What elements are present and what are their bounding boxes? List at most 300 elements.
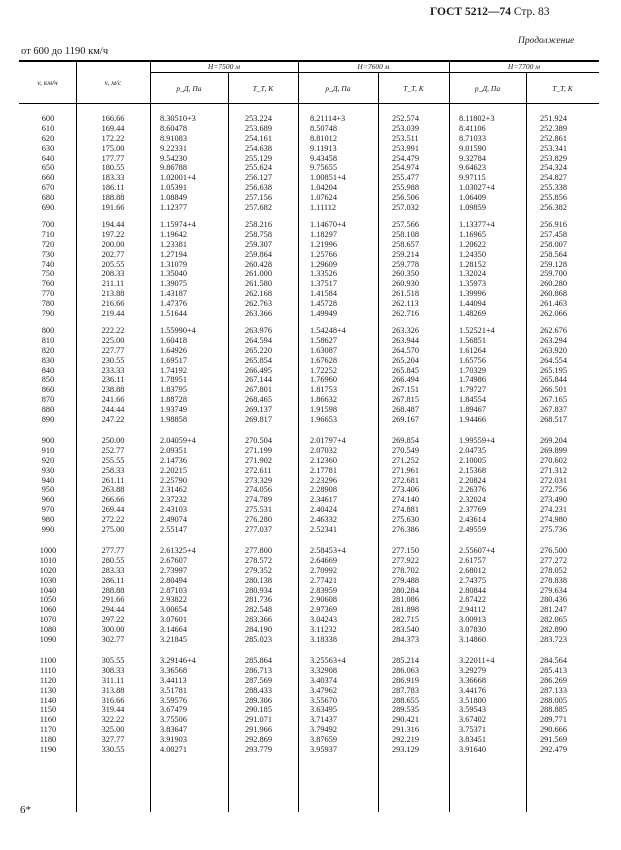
table-cell: 2.15368 bbox=[459, 465, 486, 475]
table-cell: 630 bbox=[41, 143, 55, 153]
table-cell: 255.129 bbox=[245, 153, 272, 163]
column-h1-p bbox=[160, 114, 228, 213]
table-cell: 2.64669 bbox=[310, 555, 337, 565]
table-cell: 1.00851+4 bbox=[310, 173, 346, 183]
table-cell: 3.44113 bbox=[160, 675, 187, 685]
table-cell: 271.902 bbox=[245, 455, 272, 465]
table-cell: 9.54230 bbox=[160, 153, 187, 163]
column-v-ms bbox=[91, 546, 135, 645]
table-cell: 236.11 bbox=[101, 375, 125, 385]
table-cell: 2.23296 bbox=[310, 475, 337, 485]
table-cell: 1.39996 bbox=[459, 289, 486, 299]
table-cell: 1070 bbox=[39, 615, 57, 625]
table-cell: 2.83959 bbox=[310, 585, 337, 595]
table-cell: 3.67402 bbox=[459, 715, 486, 725]
table-cell: 3.04243 bbox=[310, 615, 337, 625]
table-cell: 3.25563+4 bbox=[310, 656, 346, 665]
table-cell: 281.898 bbox=[392, 605, 419, 615]
table-cell: 920 bbox=[41, 455, 55, 465]
table-cell: 260.280 bbox=[540, 279, 567, 289]
table-cell: 284.190 bbox=[245, 625, 272, 635]
table-cell: 265.195 bbox=[540, 365, 567, 375]
table-cell: 2.90608 bbox=[310, 595, 337, 605]
table-cell: 291.071 bbox=[245, 715, 272, 725]
table-cell: 271.961 bbox=[392, 465, 419, 475]
table-cell: 1000 bbox=[39, 546, 57, 555]
table-cell: 230.55 bbox=[101, 355, 125, 365]
table-cell: 290.666 bbox=[540, 725, 567, 735]
table-cell: 270.602 bbox=[540, 455, 567, 465]
table-cell: 1.39075 bbox=[160, 279, 187, 289]
table-cell: 1150 bbox=[39, 705, 57, 715]
table-cell: 1.28152 bbox=[459, 259, 486, 269]
table-cell: 1.25766 bbox=[310, 249, 337, 259]
table-cell: 267.144 bbox=[245, 375, 272, 385]
table-cell: 257.566 bbox=[392, 220, 419, 229]
table-cell: 267.801 bbox=[245, 385, 272, 395]
table-cell: 269.899 bbox=[540, 445, 567, 455]
table-cell: 271.312 bbox=[540, 465, 567, 475]
table-cell: 610 bbox=[41, 123, 55, 133]
table-cell: 280.436 bbox=[540, 595, 567, 605]
table-cell: 281.736 bbox=[245, 595, 272, 605]
table-cell: 258.007 bbox=[540, 239, 567, 249]
column-v-kmh bbox=[31, 546, 65, 645]
table-cell: 2.52341 bbox=[310, 525, 337, 535]
table-cell: 1.31079 bbox=[160, 259, 187, 269]
table-cell: 286.269 bbox=[540, 675, 567, 685]
table-cell: 1.98858 bbox=[160, 415, 187, 425]
table-cell: 1.52521+4 bbox=[459, 326, 495, 335]
column-h1-p bbox=[160, 656, 228, 755]
table-cell: 270.549 bbox=[392, 445, 419, 455]
table-cell: 289.771 bbox=[540, 715, 567, 725]
table-cell: 259.864 bbox=[245, 249, 272, 259]
header-temperature-1: T_Т, К bbox=[252, 84, 274, 93]
col-divider bbox=[228, 72, 229, 812]
table-cell: 268.517 bbox=[540, 415, 567, 425]
table-cell: 274.056 bbox=[245, 485, 272, 495]
table-cell: 264.554 bbox=[540, 355, 567, 365]
table-cell: 261.11 bbox=[101, 475, 125, 485]
column-h2-T bbox=[392, 220, 442, 319]
table-cell: 277.77 bbox=[101, 546, 125, 555]
table-cell: 2.31462 bbox=[160, 485, 187, 495]
table-cell: 253.991 bbox=[392, 143, 419, 153]
table-cell: 188.88 bbox=[101, 193, 125, 203]
table-cell: 3.63495 bbox=[310, 705, 337, 715]
table-cell: 970 bbox=[41, 505, 55, 515]
table-cell: 288.655 bbox=[392, 695, 419, 705]
table-cell: 282.065 bbox=[540, 615, 567, 625]
table-cell: 292.219 bbox=[392, 735, 419, 745]
column-h2-p bbox=[310, 326, 378, 425]
table-cell: 1.48269 bbox=[459, 309, 486, 319]
col-divider bbox=[150, 60, 151, 812]
table-cell: 1.11112 bbox=[310, 203, 337, 213]
table-cell: 1.41584 bbox=[310, 289, 337, 299]
table-cell: 254.638 bbox=[245, 143, 272, 153]
table-cell: 281.086 bbox=[392, 595, 419, 605]
table-cell: 278.572 bbox=[245, 555, 272, 565]
table-cell: 274.881 bbox=[392, 505, 419, 515]
table-cell: 2.55147 bbox=[160, 525, 187, 535]
table-cell: 960 bbox=[41, 495, 55, 505]
table-cell: 247.22 bbox=[101, 415, 125, 425]
table-cell: 255.624 bbox=[245, 163, 272, 173]
table-cell: 287.783 bbox=[392, 685, 419, 695]
table-cell: 850 bbox=[41, 375, 55, 385]
table-cell: 3.83647 bbox=[160, 725, 187, 735]
table-cell: 3.32908 bbox=[310, 665, 337, 675]
table-cell: 1.13377+4 bbox=[459, 220, 495, 229]
header-altitude-1: H=7500 м bbox=[207, 62, 241, 71]
table-cell: 2.14736 bbox=[160, 455, 187, 465]
table-cell: 280.284 bbox=[392, 585, 419, 595]
column-v-ms bbox=[91, 326, 135, 425]
table-cell: 1.19642 bbox=[160, 229, 187, 239]
table-cell: 3.83451 bbox=[459, 735, 486, 745]
table-cell: 1.45728 bbox=[310, 299, 337, 309]
table-cell: 267.151 bbox=[392, 385, 419, 395]
table-cell: 258.758 bbox=[245, 229, 272, 239]
column-h2-p bbox=[310, 436, 378, 535]
table-cell: 254.479 bbox=[392, 153, 419, 163]
table-cell: 260.930 bbox=[392, 279, 419, 289]
table-cell: 2.17781 bbox=[310, 465, 337, 475]
table-cell: 256.127 bbox=[245, 173, 272, 183]
table-cell: 261.000 bbox=[245, 269, 272, 279]
table-cell: 9.11913 bbox=[310, 143, 337, 153]
col-divider bbox=[378, 72, 379, 812]
table-cell: 2.97369 bbox=[310, 605, 337, 615]
column-h1-T bbox=[245, 436, 295, 535]
column-v-kmh bbox=[31, 114, 65, 213]
table-cell: 277.922 bbox=[392, 555, 419, 565]
table-cell: 1.14670+4 bbox=[310, 220, 346, 229]
table-cell: 1160 bbox=[39, 715, 57, 725]
table-cell: 2.61325+4 bbox=[160, 546, 196, 555]
column-h3-p bbox=[459, 114, 527, 213]
table-cell: 2.93822 bbox=[160, 595, 187, 605]
table-cell: 255.338 bbox=[540, 183, 567, 193]
table-cell: 300.00 bbox=[101, 625, 125, 635]
table-cell: 770 bbox=[41, 289, 55, 299]
table-cell: 1.81753 bbox=[310, 385, 337, 395]
table-cell: 261.580 bbox=[245, 279, 272, 289]
table-cell: 1030 bbox=[39, 575, 57, 585]
header-temperature-3: T_Т, К bbox=[552, 84, 573, 93]
column-h3-p bbox=[459, 546, 527, 645]
table-cell: 3.79492 bbox=[310, 725, 337, 735]
table-cell: 9.01590 bbox=[459, 143, 486, 153]
table-cell: 319.44 bbox=[101, 705, 125, 715]
column-v-ms bbox=[91, 220, 135, 319]
table-cell: 260.428 bbox=[245, 259, 272, 269]
table-cell: 1.18297 bbox=[310, 229, 337, 239]
column-h3-p bbox=[459, 436, 527, 535]
table-cell: 267.815 bbox=[392, 395, 419, 405]
table-cell: 3.71437 bbox=[310, 715, 337, 725]
table-cell: 244.44 bbox=[101, 405, 125, 415]
table-cell: 790 bbox=[41, 309, 55, 319]
table-cell: 262.113 bbox=[392, 299, 419, 309]
table-cell: 256.638 bbox=[245, 183, 272, 193]
table-cell: 277.037 bbox=[245, 525, 272, 535]
table-cell: 293.129 bbox=[392, 745, 419, 755]
table-cell: 1.64926 bbox=[160, 345, 187, 355]
table-cell: 1140 bbox=[39, 695, 57, 705]
table-cell: 2.68012 bbox=[459, 565, 486, 575]
table-cell: 253.224 bbox=[245, 114, 272, 123]
table-cell: 259.307 bbox=[245, 239, 272, 249]
table-cell: 1.63087 bbox=[310, 345, 337, 355]
table-cell: 1.74192 bbox=[160, 365, 187, 375]
table-cell: 880 bbox=[41, 405, 55, 415]
table-cell: 276.280 bbox=[245, 515, 272, 525]
table-cell: 265.854 bbox=[245, 355, 272, 365]
table-cell: 325.00 bbox=[101, 725, 125, 735]
table-cell: 252.389 bbox=[540, 123, 567, 133]
table-cell: 2.94112 bbox=[459, 605, 486, 615]
table-cell: 720 bbox=[41, 239, 55, 249]
table-cell: 1050 bbox=[39, 595, 57, 605]
table-cell: 191.66 bbox=[101, 203, 125, 213]
column-h1-T bbox=[245, 326, 295, 425]
table-cell: 267.165 bbox=[540, 395, 567, 405]
table-cell: 2.37232 bbox=[160, 495, 187, 505]
column-h1-p bbox=[160, 436, 228, 535]
table-cell: 1.44094 bbox=[459, 299, 486, 309]
table-cell: 259.700 bbox=[540, 269, 567, 279]
table-cell: 1.02001+4 bbox=[160, 173, 196, 183]
table-cell: 2.10005 bbox=[459, 455, 486, 465]
table-cell: 2.07032 bbox=[310, 445, 337, 455]
column-h3-p bbox=[459, 656, 527, 755]
table-cell: 9.97115 bbox=[459, 173, 486, 183]
table-cell: 3.91903 bbox=[160, 735, 187, 745]
table-cell: 258.108 bbox=[392, 229, 419, 239]
table-cell: 272.611 bbox=[245, 465, 272, 475]
table-cell: 211.11 bbox=[101, 279, 125, 289]
table-cell: 2.37769 bbox=[459, 505, 486, 515]
table-cell: 1.74986 bbox=[459, 375, 486, 385]
table-cell: 266.66 bbox=[101, 495, 125, 505]
table-cell: 820 bbox=[41, 345, 55, 355]
table-cell: 285.413 bbox=[540, 665, 567, 675]
table-cell: 1.88728 bbox=[160, 395, 187, 405]
table-cell: 3.36668 bbox=[459, 675, 486, 685]
table-cell: 258.33 bbox=[101, 465, 125, 475]
table-cell: 256.382 bbox=[540, 203, 567, 213]
table-cell: 272.22 bbox=[101, 515, 125, 525]
altitude-rule bbox=[150, 72, 599, 73]
table-cell: 2.12360 bbox=[310, 455, 337, 465]
table-cell: 1180 bbox=[39, 735, 57, 745]
table-cell: 1.84554 bbox=[459, 395, 486, 405]
table-cell: 1.91598 bbox=[310, 405, 337, 415]
table-cell: 3.11232 bbox=[310, 625, 337, 635]
table-cell: 950 bbox=[41, 485, 55, 495]
table-cell: 2.61757 bbox=[459, 555, 486, 565]
table-cell: 262.168 bbox=[245, 289, 272, 299]
table-cell: 257.032 bbox=[392, 203, 419, 213]
table-cell: 273.329 bbox=[245, 475, 272, 485]
table-cell: 1010 bbox=[39, 555, 57, 565]
table-cell: 620 bbox=[41, 133, 55, 143]
column-h2-p bbox=[310, 220, 378, 319]
table-cell: 1040 bbox=[39, 585, 57, 595]
table-cell: 183.33 bbox=[101, 173, 125, 183]
table-cell: 216.66 bbox=[101, 299, 125, 309]
table-cell: 2.49074 bbox=[160, 515, 187, 525]
table-cell: 251.924 bbox=[540, 114, 567, 123]
table-cell: 2.26376 bbox=[459, 485, 486, 495]
table-cell: 1020 bbox=[39, 565, 57, 575]
table-cell: 253.511 bbox=[392, 133, 419, 143]
table-cell: 8.60478 bbox=[160, 123, 187, 133]
table-cell: 273.406 bbox=[392, 485, 419, 495]
table-cell: 760 bbox=[41, 279, 55, 289]
table-cell: 256.916 bbox=[540, 220, 567, 229]
table-cell: 262.763 bbox=[245, 299, 272, 309]
table-cell: 3.44176 bbox=[459, 685, 486, 695]
table-cell: 275.630 bbox=[392, 515, 419, 525]
table-cell: 2.80844 bbox=[459, 585, 486, 595]
table-cell: 291.66 bbox=[101, 595, 125, 605]
table-cell: 1130 bbox=[39, 685, 57, 695]
column-h3-T bbox=[540, 114, 590, 213]
table-cell: 1.24350 bbox=[459, 249, 486, 259]
column-v-kmh bbox=[31, 220, 65, 319]
table-cell: 166.66 bbox=[101, 114, 125, 123]
table-cell: 1.55990+4 bbox=[160, 326, 196, 335]
table-cell: 202.77 bbox=[101, 249, 125, 259]
table-cell: 1060 bbox=[39, 605, 57, 615]
table-cell: 208.33 bbox=[101, 269, 125, 279]
column-h2-T bbox=[392, 656, 442, 755]
table-cell: 8.11802+3 bbox=[459, 114, 495, 123]
table-cell: 263.976 bbox=[245, 326, 272, 335]
table-cell: 740 bbox=[41, 259, 55, 269]
table-cell: 275.00 bbox=[101, 525, 125, 535]
column-h3-p bbox=[459, 220, 527, 319]
table-cell: 3.59576 bbox=[160, 695, 187, 705]
table-cell: 1080 bbox=[39, 625, 57, 635]
table-cell: 9.86788 bbox=[160, 163, 187, 173]
table-cell: 280.934 bbox=[245, 585, 272, 595]
table-cell: 213.88 bbox=[101, 289, 125, 299]
table-cell: 1.49949 bbox=[310, 309, 337, 319]
table-cell: 250.00 bbox=[101, 436, 125, 445]
standard-number: ГОСТ 5212—74 bbox=[430, 6, 511, 18]
table-cell: 227.77 bbox=[101, 345, 125, 355]
table-cell: 2.04059+4 bbox=[160, 436, 196, 445]
table-cell: 1110 bbox=[40, 665, 56, 675]
table-cell: 2.55607+4 bbox=[459, 546, 495, 555]
table-cell: 254.827 bbox=[540, 173, 567, 183]
table-cell: 289.306 bbox=[245, 695, 272, 705]
table-cell: 263.326 bbox=[392, 326, 419, 335]
table-cell: 1.32024 bbox=[459, 269, 486, 279]
table-cell: 275.736 bbox=[540, 525, 567, 535]
table-cell: 268.487 bbox=[392, 405, 419, 415]
table-cell: 290.185 bbox=[245, 705, 272, 715]
table-cell: 1.09859 bbox=[459, 203, 486, 213]
table-cell: 316.66 bbox=[101, 695, 125, 705]
column-h1-p bbox=[160, 326, 228, 425]
table-cell: 274.231 bbox=[540, 505, 567, 515]
table-cell: 1.54248+4 bbox=[310, 326, 346, 335]
table-cell: 258.657 bbox=[392, 239, 419, 249]
table-cell: 261.518 bbox=[392, 289, 419, 299]
table-cell: 276.500 bbox=[540, 546, 567, 555]
table-cell: 1170 bbox=[39, 725, 57, 735]
table-cell: 800 bbox=[41, 326, 55, 335]
table-cell: 254.161 bbox=[245, 133, 272, 143]
table-cell: 285.023 bbox=[245, 635, 272, 645]
table-cell: 8.21114+3 bbox=[310, 114, 346, 123]
table-cell: 750 bbox=[41, 269, 55, 279]
table-cell: 1.70329 bbox=[459, 365, 486, 375]
table-cell: 277.272 bbox=[540, 555, 567, 565]
table-cell: 279.634 bbox=[540, 585, 567, 595]
table-cell: 3.87659 bbox=[310, 735, 337, 745]
table-cell: 274.980 bbox=[540, 515, 567, 525]
table-cell: 262.676 bbox=[540, 326, 567, 335]
table-cell: 311.11 bbox=[101, 675, 125, 685]
table-cell: 3.95937 bbox=[310, 745, 337, 755]
table-cell: 266.494 bbox=[392, 375, 419, 385]
table-cell: 2.46332 bbox=[310, 515, 337, 525]
table-cell: 1.33526 bbox=[310, 269, 337, 279]
table-cell: 287.133 bbox=[540, 685, 567, 695]
table-cell: 233.33 bbox=[101, 365, 125, 375]
table-cell: 265.220 bbox=[245, 345, 272, 355]
table-cell: 273.490 bbox=[540, 495, 567, 505]
table-cell: 1.05391 bbox=[160, 183, 187, 193]
table-cell: 1090 bbox=[39, 635, 57, 645]
table-cell: 3.21845 bbox=[160, 635, 187, 645]
table-cell: 1.27194 bbox=[160, 249, 187, 259]
table-cell: 1.23381 bbox=[160, 239, 187, 249]
table-cell: 222.22 bbox=[101, 326, 125, 335]
table-cell: 2.87103 bbox=[160, 585, 187, 595]
table-cell: 177.77 bbox=[101, 153, 125, 163]
table-cell: 2.20824 bbox=[459, 475, 486, 485]
table-cell: 286.713 bbox=[245, 665, 272, 675]
header-pressure-1: p_Д, Па bbox=[176, 84, 202, 93]
table-cell: 253.689 bbox=[245, 123, 272, 133]
table-cell: 4.00271 bbox=[160, 745, 187, 755]
table-cell: 890 bbox=[41, 415, 55, 425]
table-cell: 3.22011+4 bbox=[459, 656, 495, 665]
table-cell: 2.40424 bbox=[310, 505, 337, 515]
column-v-ms bbox=[91, 656, 135, 755]
table-cell: 2.77421 bbox=[310, 575, 337, 585]
table-cell: 277.150 bbox=[392, 546, 419, 555]
table-cell: 291.569 bbox=[540, 735, 567, 745]
table-cell: 308.33 bbox=[101, 665, 125, 675]
table-cell: 680 bbox=[41, 193, 55, 203]
table-cell: 264.570 bbox=[392, 345, 419, 355]
table-cell: 274.789 bbox=[245, 495, 272, 505]
table-cell: 930 bbox=[41, 465, 55, 475]
table-cell: 305.55 bbox=[101, 656, 125, 665]
table-cell: 1.29609 bbox=[310, 259, 337, 269]
table-cell: 1.83795 bbox=[160, 385, 187, 395]
table-cell: 288.433 bbox=[245, 685, 272, 695]
